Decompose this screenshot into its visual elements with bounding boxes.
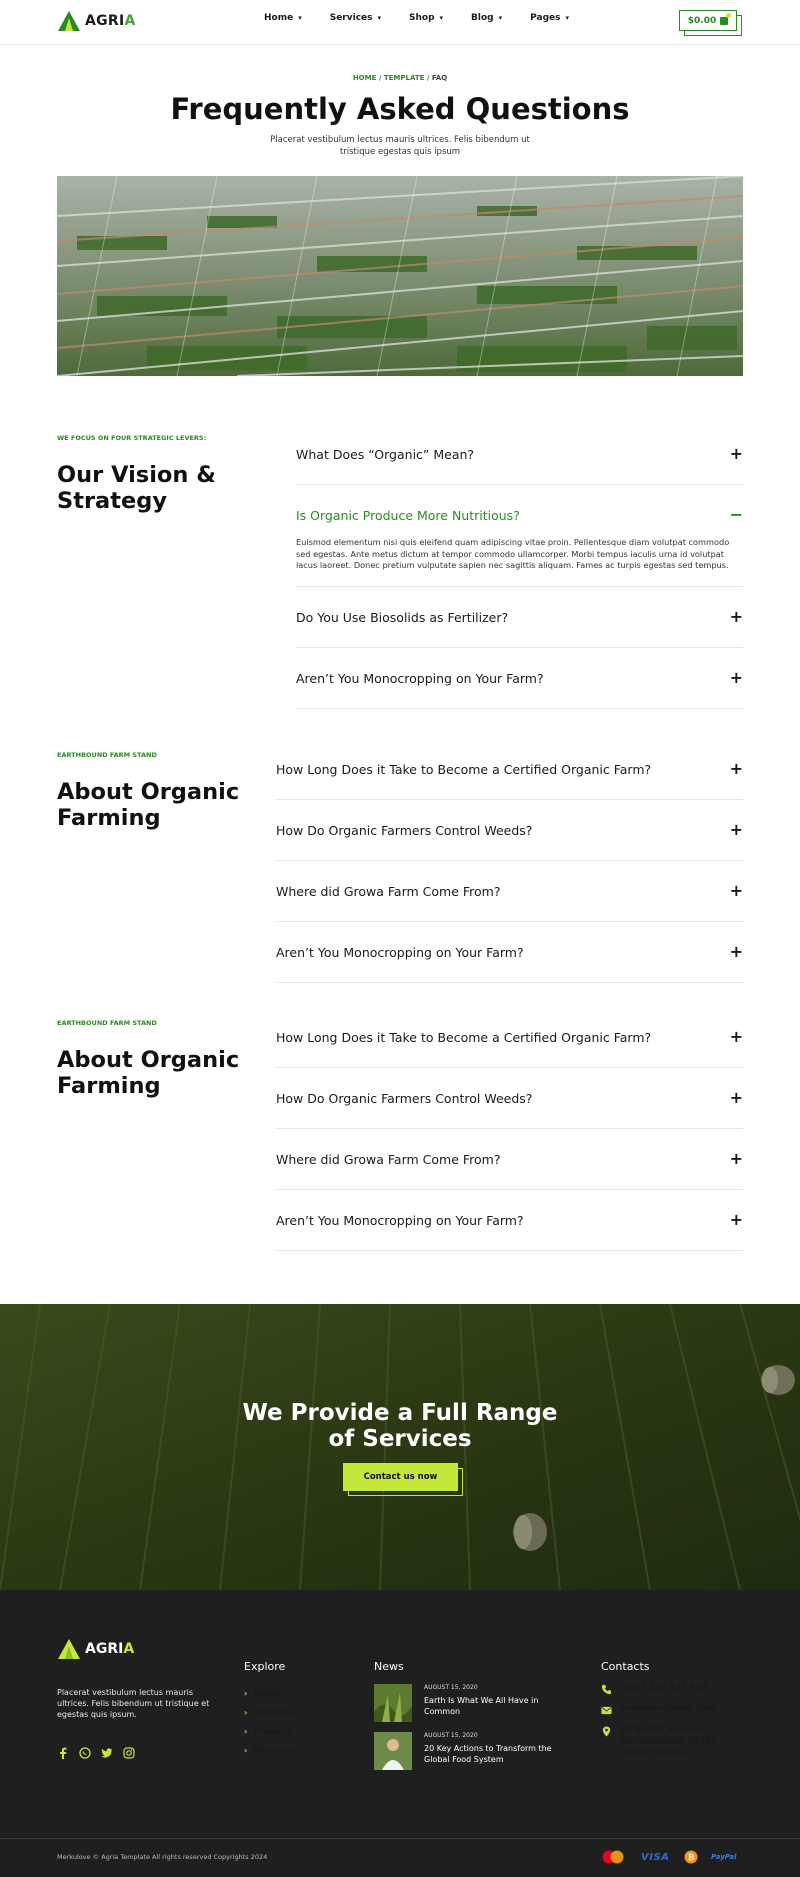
section-tag: WE FOCUS ON FOUR STRATEGIC LEVERS: [57, 434, 207, 442]
footer-link-projects[interactable]: › Projects [244, 1726, 293, 1737]
faq-item[interactable] [276, 1190, 743, 1251]
plus-icon[interactable]: + [729, 820, 743, 839]
section-title: About Organic Farming [57, 779, 240, 831]
faq-accordion [296, 424, 743, 709]
plus-icon[interactable]: + [729, 667, 743, 687]
faq-answer: Euismod elementum nisi quis eleifend quam adipiscing vitae proin. Pellentesque diam volutpat commodo sed egestas. Ante metus dictum at tempor commodo ullamcorper. Morbi tempus iaculis urna id volutpat lacus laoreet. Donec pretium vulputate sapien nec sagittis aliquam. Fames ac turpis egestas sed tempus. [296, 537, 730, 570]
chevron-down-icon: ▾ [439, 14, 444, 22]
faq-item[interactable] [296, 424, 743, 485]
chevron-right-icon: › [244, 1689, 248, 1698]
faq-item[interactable] [276, 1068, 743, 1129]
faq-item[interactable] [296, 587, 743, 648]
nav-home[interactable]: Home ▾ [264, 13, 302, 23]
main-nav [264, 13, 597, 23]
bitcoin-icon [684, 1850, 698, 1864]
copyright-text: Merkulove © Agria Template All rights reserved Copyrights 2024 [57, 1853, 268, 1861]
news-title[interactable]: 20 Key Actions to Transform the Global Food System [424, 1744, 552, 1764]
faq-question[interactable]: Aren’t You Monocropping on Your Farm? [296, 670, 544, 686]
faq-accordion [276, 1007, 743, 1251]
faq-question[interactable]: Aren’t You Monocropping on Your Farm? [276, 945, 524, 960]
brand-name: AGRIA [85, 13, 136, 29]
faq-question[interactable]: What Does “Organic” Mean? [296, 447, 475, 462]
news-thumbnail [374, 1684, 412, 1722]
faq-question[interactable]: How Long Does it Take to Become a Certified Organic Farm? [276, 762, 652, 777]
faq-question[interactable]: How Long Does it Take to Become a Certified Organic Farm? [276, 1030, 652, 1045]
footer-link-glossary[interactable]: › Glossary [244, 1745, 295, 1756]
news-item[interactable] [374, 1732, 572, 1770]
plus-icon[interactable]: + [729, 881, 743, 900]
chevron-right-icon: › [244, 1708, 248, 1717]
nav-shop[interactable]: Shop ▾ [409, 13, 444, 23]
breadcrumb-current: FAQ [431, 74, 448, 82]
plus-icon[interactable]: + [729, 942, 743, 961]
plus-icon[interactable]: + [729, 759, 743, 778]
faq-item[interactable] [276, 861, 743, 922]
nav-services[interactable]: Services ▾ [329, 13, 382, 23]
plus-icon[interactable]: + [729, 1149, 743, 1168]
faq-question[interactable]: Do You Use Biosolids as Fertilizer? [296, 609, 509, 625]
greenhouse-hero-image [57, 176, 743, 376]
footer-brand-name: AGRIA [85, 1641, 135, 1657]
faq-question[interactable]: How Do Organic Farmers Control Weeds? [276, 823, 533, 838]
plus-icon[interactable]: + [729, 606, 743, 626]
location-pin-icon [601, 1726, 612, 1737]
footer-news-title: News [374, 1660, 404, 1673]
section-title: About Organic Farming [57, 1047, 240, 1099]
faq-question[interactable]: Aren’t You Monocropping on Your Farm? [276, 1213, 524, 1228]
news-item[interactable] [374, 1684, 572, 1722]
footer-link-about[interactable]: › About [244, 1688, 282, 1699]
news-title[interactable]: Earth Is What We All Have in Common [424, 1696, 539, 1716]
chevron-down-icon: ▾ [377, 14, 382, 22]
faq-item-open[interactable] [296, 485, 743, 587]
mastercard-icon [601, 1850, 625, 1864]
visa-icon: VISA [641, 1851, 670, 1863]
cta-title: We Provide a Full Range of Services [242, 1400, 558, 1452]
breadcrumb-home[interactable]: HOME [352, 74, 377, 82]
email-icon [601, 1705, 612, 1716]
paypal-icon: PayPal [711, 1853, 737, 1861]
nav-pages[interactable]: Pages ▾ [530, 13, 569, 23]
faq-item[interactable] [276, 1129, 743, 1190]
footer-contacts-title: Contacts [601, 1660, 650, 1673]
faq-item[interactable] [276, 800, 743, 861]
faq-item[interactable] [276, 922, 743, 983]
section-tag: EARTHBOUND FARM STAND [57, 1019, 157, 1027]
page-title: Frequently Asked Questions [170, 92, 630, 126]
faq-question[interactable]: How Do Organic Farmers Control Weeds? [276, 1091, 533, 1106]
news-date: AUGUST 15, 2020 [424, 1732, 478, 1739]
chevron-down-icon: ▾ [298, 14, 302, 22]
footer-link-services[interactable]: › Services [244, 1707, 294, 1718]
plus-icon[interactable]: + [729, 1088, 743, 1107]
faq-item[interactable] [296, 648, 743, 709]
news-date: AUGUST 15, 2020 [424, 1684, 478, 1691]
footer-divider [0, 1838, 800, 1839]
chevron-right-icon: › [244, 1746, 248, 1755]
leaf-logo-icon [57, 1638, 81, 1660]
breadcrumb-template[interactable]: TEMPLATE [383, 74, 425, 82]
cart-bag-icon [720, 17, 728, 25]
footer-explore-title: Explore [244, 1660, 286, 1673]
svg-text:₿: ₿ [687, 1853, 695, 1862]
contact-phone[interactable]: (101) 222 123 456 [601, 1683, 720, 1695]
page-subtitle: Placerat vestibulum lectus mauris ultrices. Felis bibendum ut tristique egestas quis ipsum [270, 135, 530, 157]
whatsapp-icon[interactable] [79, 1747, 91, 1759]
plus-icon[interactable]: + [729, 1210, 743, 1229]
chevron-down-icon: ▾ [565, 14, 569, 22]
contact-address: 25 Euclid Avenue NE, Albuquer, 83106 United States [601, 1725, 720, 1760]
chevron-down-icon: ▾ [498, 14, 503, 22]
faq-question[interactable]: Where did Growa Farm Come From? [276, 884, 501, 899]
plus-icon[interactable]: + [729, 444, 743, 463]
site-header [0, 0, 800, 45]
news-thumbnail [374, 1732, 412, 1770]
contact-us-button[interactable]: Contact us now [343, 1463, 458, 1491]
faq-question[interactable]: Is Organic Produce More Nutritious? [296, 508, 520, 523]
chevron-right-icon: › [244, 1727, 248, 1736]
plus-icon[interactable]: + [729, 1027, 743, 1046]
faq-question[interactable]: Where did Growa Farm Come From? [276, 1152, 501, 1167]
cart-button[interactable]: $0.00 [679, 10, 737, 31]
breadcrumb [0, 74, 800, 82]
footer-explore-links [244, 1684, 295, 1760]
nav-blog[interactable]: Blog ▾ [471, 13, 503, 23]
faq-accordion [276, 739, 743, 983]
minus-icon[interactable]: − [729, 505, 743, 524]
section-title: Our Vision & Strategy [57, 462, 216, 514]
footer-brand-logo[interactable] [57, 1638, 134, 1660]
section-tag: EARTHBOUND FARM STAND [57, 751, 157, 759]
contact-email[interactable]: company@mail.com [601, 1704, 720, 1716]
faq-item[interactable] [276, 1007, 743, 1068]
phone-icon [601, 1684, 612, 1695]
footer-description: Placerat vestibulum lectus mauris ultrices. Felis bibendum ut tristique et egestas quis ipsum. [57, 1688, 210, 1719]
faq-item[interactable] [276, 739, 743, 800]
brand-logo[interactable] [57, 9, 136, 33]
facebook-icon[interactable] [57, 1747, 69, 1759]
breadcrumb-sep: / [426, 74, 430, 82]
social-links [57, 1747, 145, 1759]
breadcrumb-sep: / [378, 74, 382, 82]
leaf-logo-icon [57, 10, 81, 32]
twitter-icon[interactable] [101, 1747, 113, 1759]
instagram-icon[interactable] [123, 1747, 135, 1759]
